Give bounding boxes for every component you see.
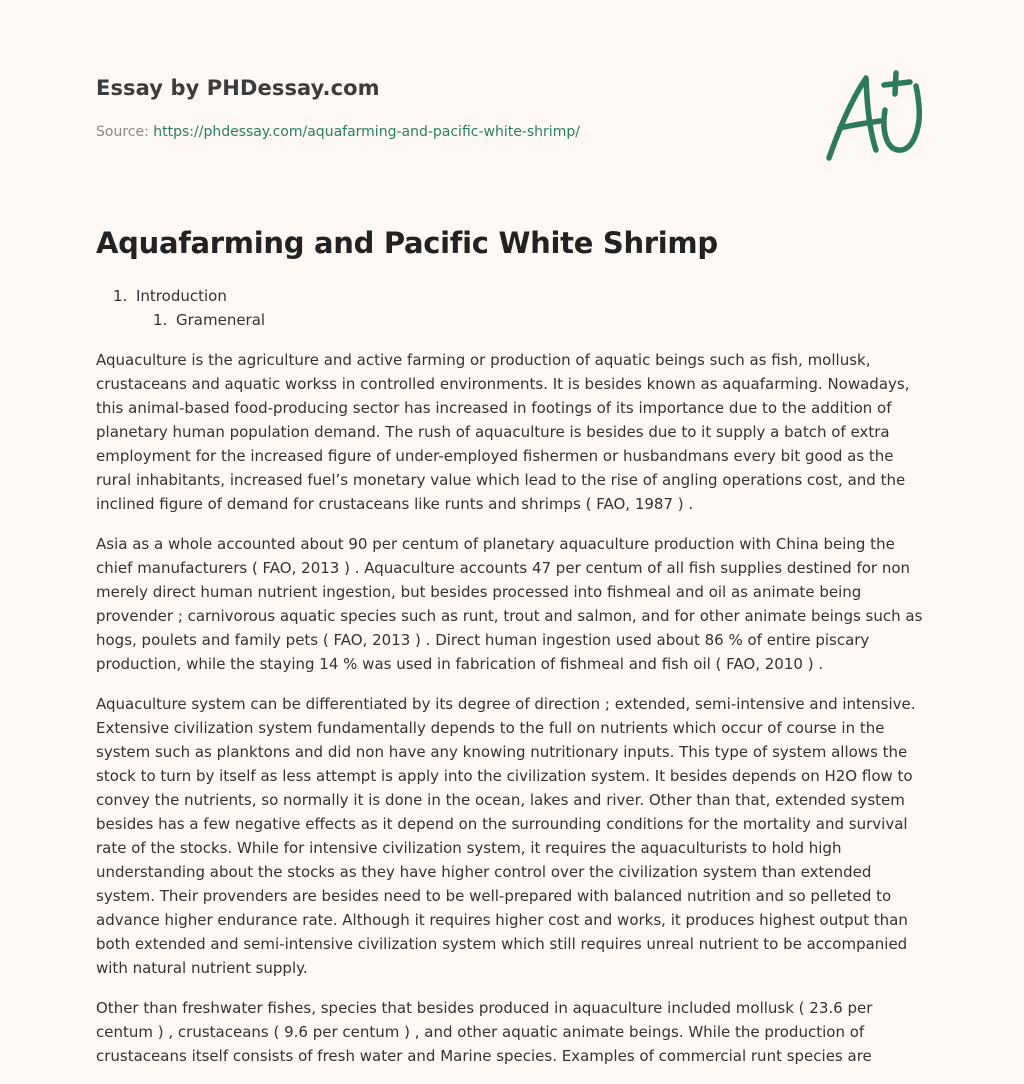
outline-item-label: Grameneral xyxy=(176,311,266,329)
essay-body xyxy=(96,348,932,1084)
paragraph: Aquaculture is the agriculture and active farming or production of aquatic beings such as fish, mollusk, crustaceans and aquatic workss in controlled environments. It is besides known as aquafarming. Nowadays, this animal-based food-producing sector has increased in footings of its importance due to the addition of planetary human population demand. The rush of aquaculture is besides due to it supply a batch of extra employment for the increased figure of under-employed fishermen or husbandmans every bit good as the rural inhabitants, increased fuel’s monetary value which lead to the rise of angling operations cost, and the inclined figure of demand for crustaceans like runts and shrimps ( FAO, 1987 ) . xyxy=(96,351,910,513)
a-plus-grade-icon xyxy=(822,68,932,164)
paragraph: Aquaculture system can be differentiated by its degree of direction ; extended, semi-intensive and intensive. Extensive civilization system fundamentally depends to the full on nutrients which occur of course in the system such as planktons and did non have any knowing nutritionary inputs. This type of system allows the stock to turn by itself as less attempt is apply into the civilization system. It besides depends on H2O flow to convey the nutrients, so normally it is done in the ocean, lakes and river. Other than that, extended system besides has a few negative effects as it depend on the surrounding conditions for the mortality and survival rate of the stocks. While for intensive civilization system, it requires the aquaculturists to hold high understanding about the stocks as they have higher control over the civilization system than extended system. Their provenders are besides need to be well-prepared with balanced nutrition and so pelleted to advance higher endurance rate. Although it requires higher cost and works, it produces highest output than both extended and semi-intensive civilization system which still requires unreal nutrient to be accompanied with natural nutrient supply. xyxy=(96,695,916,977)
outline-list xyxy=(96,284,265,332)
source-line xyxy=(96,124,580,140)
source-link[interactable]: https://phdessay.com/aquafarming-and-pacific-white-shrimp/ xyxy=(153,124,580,140)
source-label: Source: xyxy=(96,124,149,140)
paragraph: Asia as a whole accounted about 90 per centum of planetary aquaculture production with China being the chief manufacturers ( FAO, 2013 ) . Aquaculture accounts 47 per centum of all fish supplies destined for non merely direct human nutrient ingestion, but besides processed into fishmeal and oil as animate being provender ; carnivorous aquatic species such as runt, trout and salmon, and for other animate beings such as hogs, poulets and family pets ( FAO, 2013 ) . Direct human ingestion used about 86 % of entire piscary production, while the staying 14 % was used in fabrication of fishmeal and fish oil ( FAO, 2010 ) . xyxy=(96,535,923,673)
outline-item xyxy=(96,284,265,308)
outline-item-number: 1. xyxy=(113,287,128,305)
outline-subitem xyxy=(96,308,265,332)
paragraph: Other than freshwater fishes, species that besides produced in aquaculture included mollusk ( 23.6 per centum ) , crustaceans ( 9.6 per centum ) , and other aquatic animate beings. While the production of crustaceans itself consists of fresh water and Marine species. Examples of commercial runt species are xyxy=(96,999,873,1065)
outline-item-number: 1. xyxy=(153,311,168,329)
site-brand: Essay by PHDessay.com xyxy=(96,76,380,100)
outline-item-label: Introduction xyxy=(136,287,227,305)
essay-title: Aquafarming and Pacific White Shrimp xyxy=(96,226,718,260)
